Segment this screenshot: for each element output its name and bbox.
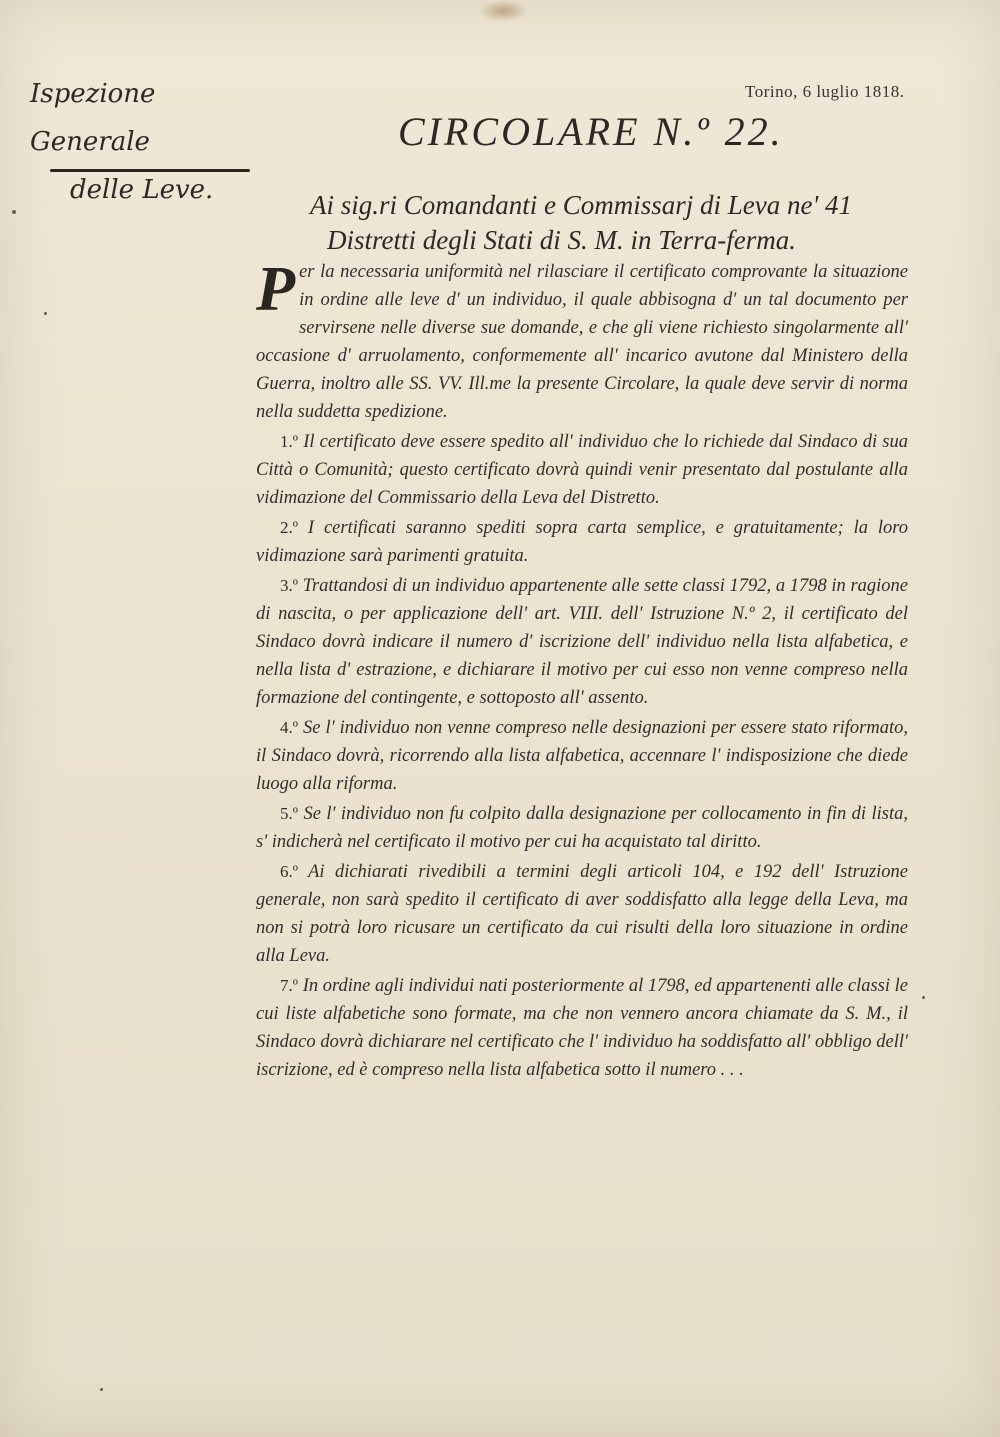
office-line-2: delle Leve.	[70, 175, 214, 205]
item-number: 1.º	[280, 432, 299, 451]
item-text: Ai dichiarati rivedibili a termini degli articoli 104, e 192 dell' Istruzione generale, non sarà spedito il certificato di aver soddisfatto alla legge della Leva, ma non si potrà loro ricusare un certificato da cui risulti della loro situazione in ordine alla Leva.	[256, 862, 908, 966]
item-number: 2.º	[280, 518, 299, 537]
paper-stain	[478, 0, 528, 22]
addressees	[305, 188, 905, 258]
item-text: In ordine agli individui nati posteriormente al 1798, ed appartenenti alle classi le cui liste alfabetiche sono formate, ma che non vennero ancora chiamate da S. M., il Sindaco dovrà dichiarare nel certificato che l' individuo ha soddisfatto all' obbligo dell' iscrizione, ed è compreso nella lista alfabetica sotto il numero . . .	[256, 976, 909, 1080]
item-text: Il certificato deve essere spedito all' individuo che lo richiede dal Sindaco di sua Città o Comunità; questo certificato dovrà quindi venir presentato dal postulante alla vidimazione del Commissario della Leva del Distretto.	[256, 432, 908, 508]
list-item	[256, 572, 908, 712]
item-text: Se l' individuo non venne compreso nelle designazioni per essere stato riformato, il Sindaco dovrà, ricorrendo alla lista alfabetica, accennare l' indisposizione che diede luogo alla riforma.	[256, 718, 908, 794]
intro-text: er la necessaria uniformità nel rilasciare il certificato comprovante la situazione in ordine alle leve d' un individuo, il quale abbisogna d' un tal documento per servirsene nelle diverse sue domande, e che gli viene richiesto singolarmente all' occasione d' arruolamento, conformemente all' incarico avutone dal Ministero della Guerra, inoltro alle SS. VV. Ill.me la presente Circolare, la quale deve servir di norma nella suddetta spedizione.	[256, 262, 908, 422]
address-line-2: Distretti degli Stati di S. M. in Terra-ferma.	[327, 225, 797, 255]
header-rule	[50, 169, 250, 172]
list-item	[256, 858, 908, 970]
circular-body	[256, 253, 909, 1084]
paper-speck	[100, 1388, 103, 1391]
paper-speck	[922, 996, 925, 999]
list-item	[256, 428, 908, 512]
paper-speck	[44, 312, 47, 315]
circular-title: CIRCOLARE N.º 22.	[398, 109, 784, 154]
item-text: Se l' individuo non fu colpito dalla designazione per collocamento in fin di lista, s' indicherà nel certificato il motivo per cui ha acquistato tal diritto.	[256, 804, 909, 852]
office-line-1: Ispezione Generale	[30, 79, 156, 157]
list-item	[256, 972, 908, 1084]
address-line-1: Ai sig.ri Comandanti e Commissarj di Leva ne' 41	[310, 190, 853, 220]
list-item	[256, 514, 908, 570]
item-number: 6.º	[280, 862, 299, 881]
list-item	[256, 800, 908, 856]
paper-speck	[12, 210, 16, 214]
issuing-office	[30, 70, 270, 214]
item-text: Trattandosi di un individuo appartenente alle sette classi 1792, a 1798 in ragione di nascita, o per applicazione dell' art. VIII. dell' Istruzione N.º 2, il certificato del Sindaco dovrà indicare il numero d' iscrizione dell' individuo nella lista alfabetica, e nella lista d' estrazione, e dichiarare il motivo per cui esso non venne compreso nella formazione del contingente, e sottoposto all' assento.	[256, 576, 908, 708]
item-number: 5.º	[280, 804, 299, 823]
item-text: I certificati saranno spediti sopra carta semplice, e gratuitamente; la loro vidimazione sarà parimenti gratuita.	[256, 518, 909, 566]
item-number: 7.º	[280, 976, 299, 995]
item-number: 3.º	[280, 576, 299, 595]
list-item	[256, 714, 908, 798]
drop-cap: P	[256, 253, 296, 324]
date-line: Torino, 6 luglio 1818.	[745, 82, 905, 101]
intro-paragraph	[256, 253, 908, 426]
item-number: 4.º	[280, 718, 299, 737]
